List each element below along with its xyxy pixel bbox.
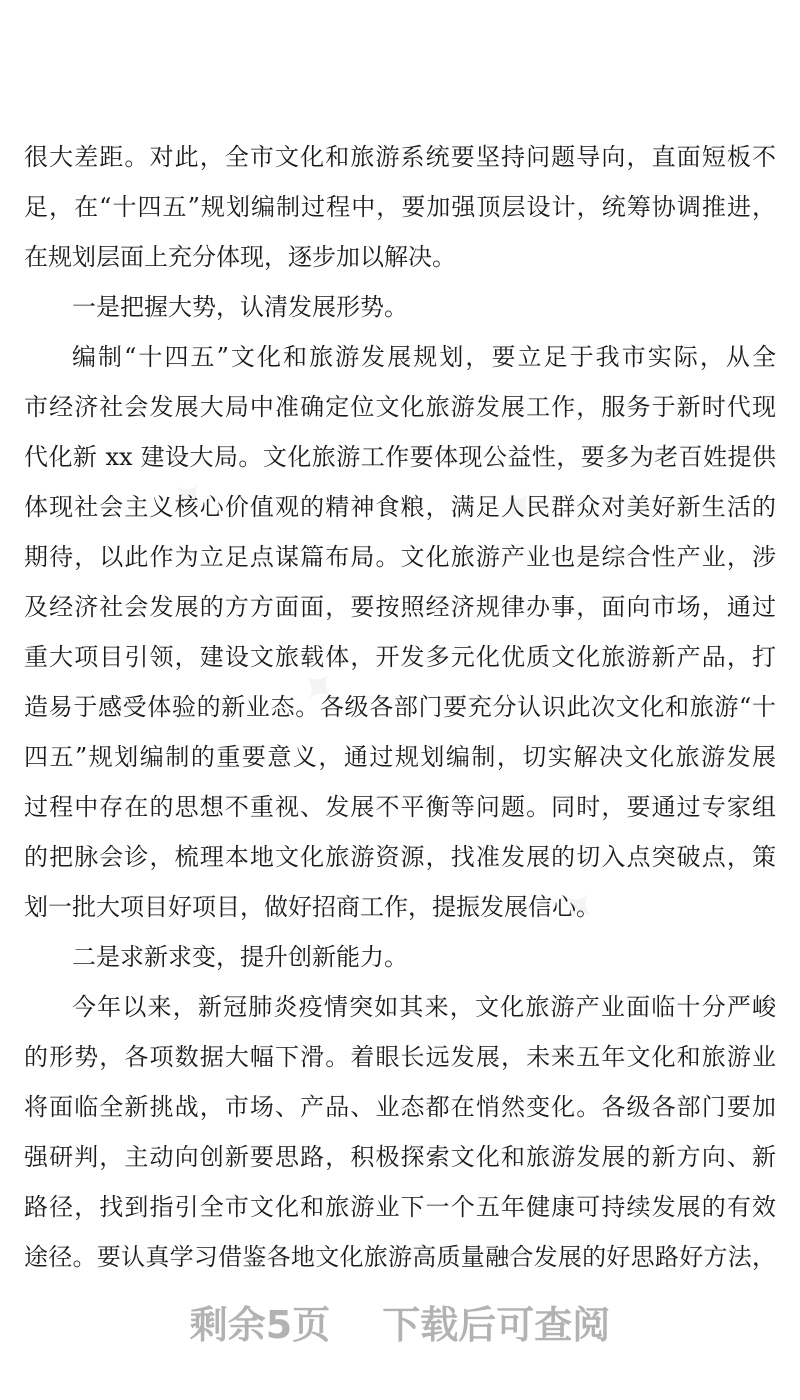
paragraph-line: 路径，找到指引全市文化和旅游业下一个五年健康可持续发展的有效	[24, 1193, 776, 1221]
paragraph-line: 体现社会主义核心价值观的精神食粮，满足人民群众对美好新生活的	[24, 493, 776, 521]
paragraph-line: 在规划层面上充分体现，逐步加以解决。	[24, 243, 456, 271]
download-label: 下载后可查阅	[382, 1303, 611, 1347]
paragraph-line: 今年以来，新冠肺炎疫情突如其来，文化旅游产业面临十分严峻	[72, 993, 776, 1021]
section-heading: 一是把握大势，认清发展形势。	[72, 293, 408, 321]
paragraph-line: 将面临全新挑战，市场、产品、业态都在悄然变化。各级各部门要加	[24, 1093, 776, 1121]
paragraph-line: 强研判，主动向创新要思路，积极探索文化和旅游发展的新方向、新	[24, 1143, 776, 1171]
section-heading: 二是求新求变，提升创新能力。	[72, 943, 408, 971]
paragraph-line: 编制“十四五”文化和旅游发展规划，要立足于我市实际，从全	[72, 343, 776, 371]
paragraph-line: 重大项目引领，建设文旅载体，开发多元化优质文化旅游新产品，打	[24, 643, 776, 671]
paragraph-line: 市经济社会发展大局中准确定位文化旅游发展工作，服务于新时代现	[24, 393, 776, 421]
paragraph-line: 途径。要认真学习借鉴各地文化旅游高质量融合发展的好思路好方法，	[24, 1243, 776, 1271]
paragraph-line: 过程中存在的思想不重视、发展不平衡等问题。同时，要通过专家组	[24, 793, 776, 821]
paragraph-line: 的形势，各项数据大幅下滑。着眼长远发展，未来五年文化和旅游业	[24, 1043, 776, 1071]
paragraph-line: 很大差距。对此，全市文化和旅游系统要坚持问题导向，直面短板不	[24, 143, 776, 171]
paragraph-line: 及经济社会发展的方方面面，要按照经济规律办事，面向市场，通过	[24, 593, 776, 621]
paragraph-line: 划一批大项目好项目，做好招商工作，提振发展信心。	[24, 893, 600, 921]
paragraph-line: 四五”规划编制的重要意义，通过规划编制，切实解决文化旅游发展	[24, 743, 776, 771]
paragraph-line: 造易于感受体验的新业态。各级各部门要充分认识此次文化和旅游“十	[24, 693, 776, 721]
paragraph-line: 的把脉会诊，梳理本地文化旅游资源，找准发展的切入点突破点，策	[24, 843, 776, 871]
paragraph-line: 期待，以此作为立足点谋篇布局。文化旅游产业也是综合性产业，涉	[24, 543, 776, 571]
download-to-view-banner[interactable]	[0, 1290, 800, 1360]
remaining-pages-label: 剩余5页	[189, 1303, 331, 1347]
paragraph-line: 足，在“十四五”规划编制过程中，要加强顶层设计，统筹协调推进，	[24, 193, 776, 221]
paragraph-line: 代化新 xx 建设大局。文化旅游工作要体现公益性，要多为老百姓提供	[24, 443, 776, 471]
